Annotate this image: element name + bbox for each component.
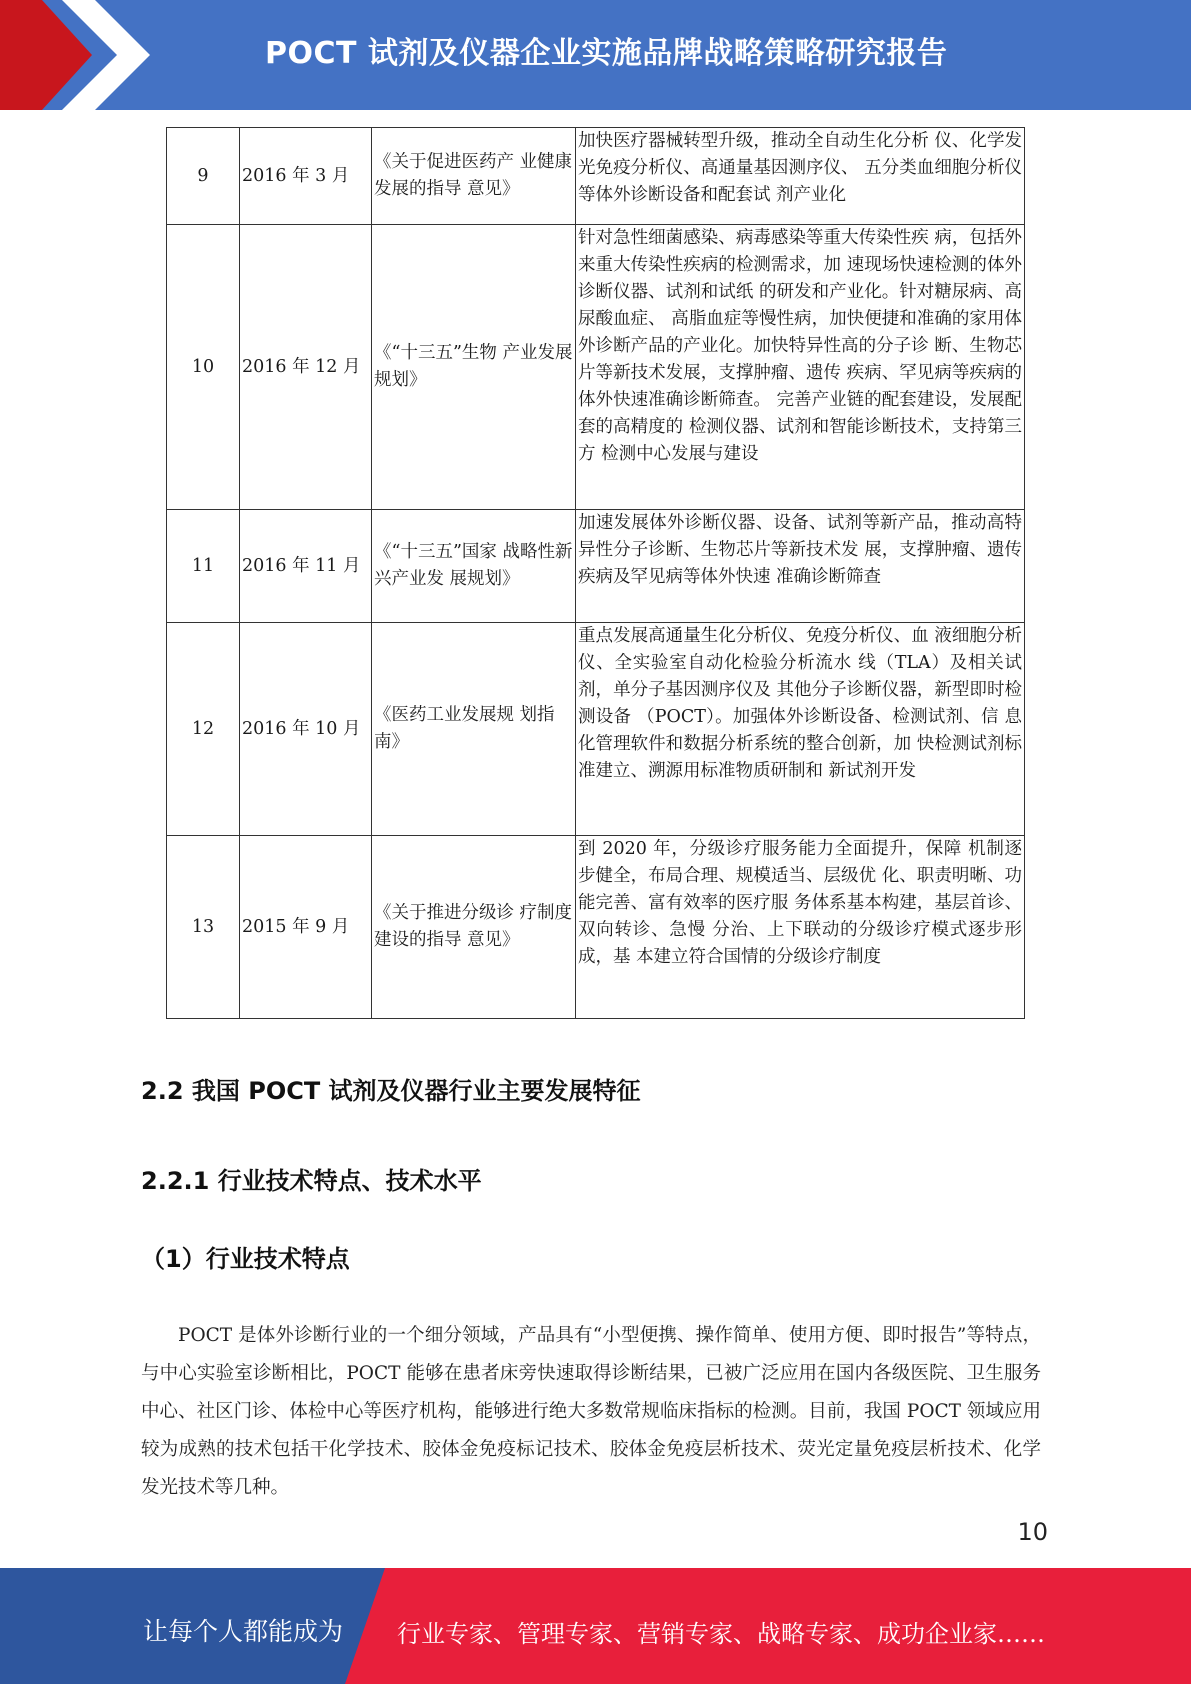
- row-document: 《“十三五”生物 产业发展规划》: [372, 225, 576, 510]
- section-heading-2-2-1: 2.2.1 行业技术特点、技术水平: [141, 1167, 482, 1195]
- row-date: 2015 年 9 月: [240, 836, 372, 1019]
- row-number: 10: [167, 225, 240, 510]
- table-row: [167, 510, 1025, 623]
- row-document: 《关于推进分级诊 疗制度建设的指导 意见》: [372, 836, 576, 1019]
- row-date: 2016 年 3 月: [240, 128, 372, 225]
- table-row: [167, 225, 1025, 510]
- row-content: 加速发展体外诊断仪器、设备、试剂等新产品，推动高特异性分子诊断、生物芯片等新技术发 展，支撑肿瘤、遗传疾病及罕见病等体外快速 准确诊断筛查: [578, 513, 1022, 587]
- footer-slogan-right: 行业专家、管理专家、营销专家、战略专家、成功企业家……: [397, 1620, 1045, 1648]
- row-content: 重点发展高通量生化分析仪、免疫分析仪、血 液细胞分析仪、全实验室自动化检验分析流水 线（TLA）及相关试剂，单分子基因测序仪及 其他分子诊断仪器，新型即时检测设备 （POCT）。加强体外诊断设备、检测试剂、信 息化管理软件和数据分析系统的整合创新，加 快检测试剂标准建立、溯源用标准物质研制和 新试剂开发: [578, 626, 1022, 781]
- row-number: 13: [167, 836, 240, 1019]
- row-document: 《医药工业发展规 划指南》: [372, 623, 576, 836]
- subsection-heading: （1）行业技术特点: [141, 1245, 350, 1273]
- row-date: 2016 年 12 月: [240, 225, 372, 510]
- report-title: POCT 试剂及仪器企业实施品牌战略策略研究报告: [265, 36, 948, 71]
- row-content: 到 2020 年，分级诊疗服务能力全面提升，保障 机制逐步健全，布局合理、规模适当、层级优 化、职责明晰、功能完善、富有效率的医疗服 务体系基本构建，基层首诊、双向转诊、急慢 分治、上下联动的分级诊疗模式逐步形成，基 本建立符合国情的分级诊疗制度: [578, 839, 1022, 967]
- row-date: 2016 年 10 月: [240, 623, 372, 836]
- section-heading-2-2: 2.2 我国 POCT 试剂及仪器行业主要发展特征: [141, 1077, 641, 1105]
- table-row: [167, 836, 1025, 1019]
- table-row: [167, 623, 1025, 836]
- body-paragraph: POCT 是体外诊断行业的一个细分领域，产品具有“小型便携、操作简单、使用方便、即时报告”等特点，与中心实验室诊断相比，POCT 能够在患者床旁快速取得诊断结果，已被广泛应用在国内各级医院、卫生服务中心、社区门诊、体检中心等医疗机构，能够进行绝大多数常规临床指标的检测。目前，我国 POCT 领域应用较为成熟的技术包括干化学技术、胶体金免疫标记技术、胶体金免疫层析技术、荧光定量免疫层析技术、化学发光技术等几种。: [141, 1325, 1041, 1498]
- footer-slogan-left: 让每个人都能成为: [143, 1617, 344, 1646]
- row-content: 加快医疗器械转型升级，推动全自动生化分析 仪、化学发光免疫分析仪、高通量基因测序仪、 五分类血细胞分析仪等体外诊断设备和配套试 剂产业化: [578, 131, 1022, 205]
- row-number: 11: [167, 510, 240, 623]
- row-number: 9: [167, 128, 240, 225]
- row-content: 针对急性细菌感染、病毒感染等重大传染性疾 病，包括外来重大传染性疾病的检测需求，加 速现场快速检测的体外诊断仪器、试剂和试纸 的研发和产业化。针对糖尿病、高尿酸血症、 高脂血症等慢性病，加快便捷和准确的家用体 外诊断产品的产业化。加快特异性高的分子诊 断、生物芯片等新技术发展，支撑肿瘤、遗传 疾病、罕见病等疾病的体外快速准确诊断筛查。 完善产业链的配套建设，发展配套的高精度的 检测仪器、试剂和智能诊断技术，支持第三方 检测中心发展与建设: [578, 228, 1022, 464]
- page-header: [0, 0, 1191, 110]
- policy-table: [166, 127, 1025, 1019]
- row-number: 12: [167, 623, 240, 836]
- row-document: 《关于促进医药产 业健康发展的指导 意见》: [372, 128, 576, 225]
- page-footer: [0, 1568, 1191, 1684]
- page-number: 10: [1017, 1518, 1048, 1546]
- row-document: 《“十三五”国家 战略性新兴产业发 展规划》: [372, 510, 576, 623]
- row-date: 2016 年 11 月: [240, 510, 372, 623]
- table-row: [167, 128, 1025, 225]
